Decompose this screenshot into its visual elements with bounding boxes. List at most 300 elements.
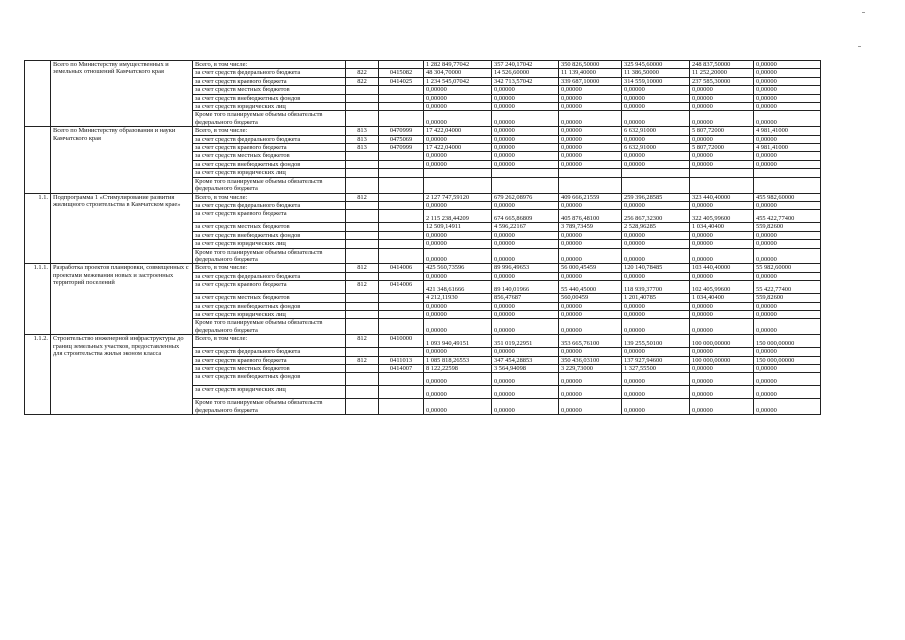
kcsr-code-cell: 0475069 [379, 135, 424, 143]
amount-cell: 0,00000 [559, 231, 622, 239]
amount-cell: 0,00000 [622, 231, 690, 239]
funding-source-cell: за счет средств краевого бюджета [193, 77, 346, 85]
funding-source-cell: Всего, в том числе: [193, 127, 346, 135]
grbs-code-cell [346, 302, 379, 310]
kcsr-code-cell: 0414006 [379, 264, 424, 272]
amount-cell: 0,00000 [424, 160, 492, 168]
amount-cell: 6 632,91000 [622, 127, 690, 135]
amount-cell: 103 440,40000 [690, 264, 754, 272]
amount-cell: 0,00000 [492, 160, 559, 168]
funding-source-cell: Всего, в том числе: [193, 264, 346, 272]
amount-cell: 0,00000 [690, 272, 754, 280]
kcsr-code-cell: 0414007 [379, 365, 424, 373]
amount-cell [690, 177, 754, 193]
amount-cell: 0,00000 [492, 319, 559, 335]
kcsr-code-cell [379, 310, 424, 318]
amount-cell: 0,00000 [754, 201, 821, 209]
funding-source-cell: за счет средств местных бюджетов [193, 86, 346, 94]
amount-cell: 259 396,28585 [622, 193, 690, 201]
amount-cell: 0,00000 [559, 272, 622, 280]
amount-cell: 0,00000 [622, 160, 690, 168]
funding-source-cell: за счет средств краевого бюджета [193, 144, 346, 152]
amount-cell: 6 632,91000 [622, 144, 690, 152]
kcsr-code-cell: 0415082 [379, 69, 424, 77]
funding-source-cell: за счет средств федерального бюджета [193, 135, 346, 143]
grbs-code-cell: 812 [346, 335, 379, 348]
item-name-cell: Всего по Министерству имущественных и земельных отношений Камчатского края [51, 61, 193, 127]
funding-source-cell: Кроме того планируемые объемы обязательств федерального бюджета [193, 177, 346, 193]
amount-cell: 0,00000 [690, 319, 754, 335]
funding-source-cell: Всего, в том числе: [193, 335, 346, 348]
amount-cell: 3 564,94098 [492, 365, 559, 373]
amount-cell: 674 665,86809 [492, 210, 559, 223]
amount-cell: 350 436,03100 [559, 356, 622, 364]
amount-cell: 0,00000 [754, 69, 821, 77]
amount-cell [622, 177, 690, 193]
grbs-code-cell [346, 386, 379, 399]
amount-cell: 339 687,10000 [559, 77, 622, 85]
amount-cell: 342 713,57042 [492, 77, 559, 85]
amount-cell: 0,00000 [424, 399, 492, 415]
grbs-code-cell: 813 [346, 127, 379, 135]
grbs-code-cell: 812 [346, 193, 379, 201]
amount-cell: 256 867,32300 [622, 210, 690, 223]
funding-source-cell: за счет средств местных бюджетов [193, 294, 346, 302]
amount-cell: 17 422,04000 [424, 144, 492, 152]
amount-cell: 0,00000 [492, 272, 559, 280]
amount-cell: 0,00000 [559, 152, 622, 160]
kcsr-code-cell: 0414006 [379, 281, 424, 294]
amount-cell: 102 405,99600 [690, 281, 754, 294]
amount-cell: 0,00000 [754, 319, 821, 335]
amount-cell: 421 348,61666 [424, 281, 492, 294]
amount-cell: 0,00000 [424, 231, 492, 239]
funding-source-cell: за счет средств федерального бюджета [193, 348, 346, 356]
grbs-code-cell [346, 210, 379, 223]
item-name-cell: Строительство инженерной инфраструктуры до границ земельных участков, предоставленных для строительства жилья эконом класса [51, 335, 193, 415]
funding-source-cell: Кроме того планируемые объемы обязательств федерального бюджета [193, 319, 346, 335]
amount-cell: 4 596,22167 [492, 223, 559, 231]
grbs-code-cell: 812 [346, 264, 379, 272]
grbs-code-cell [346, 160, 379, 168]
table-row [25, 193, 821, 201]
amount-cell: 0,00000 [559, 144, 622, 152]
amount-cell: 120 140,78485 [622, 264, 690, 272]
amount-cell: 0,00000 [424, 348, 492, 356]
amount-cell: 455 982,60000 [754, 193, 821, 201]
kcsr-code-cell [379, 193, 424, 201]
amount-cell: 0,00000 [622, 399, 690, 415]
amount-cell: 17 422,04000 [424, 127, 492, 135]
amount-cell: 559,82600 [754, 294, 821, 302]
amount-cell: 1 327,55500 [622, 365, 690, 373]
funding-source-cell: Всего, в том числе: [193, 61, 346, 69]
item-code-cell: 1.1.1. [25, 264, 51, 335]
amount-cell: 0,00000 [690, 373, 754, 386]
amount-cell: 0,00000 [622, 103, 690, 111]
amount-cell: 3 789,73459 [559, 223, 622, 231]
amount-cell: 0,00000 [492, 152, 559, 160]
kcsr-code-cell [379, 160, 424, 168]
amount-cell: 0,00000 [492, 248, 559, 264]
kcsr-code-cell: 0414025 [379, 77, 424, 85]
amount-cell: 323 440,40000 [690, 193, 754, 201]
amount-cell: 0,00000 [754, 111, 821, 127]
amount-cell: 0,00000 [622, 248, 690, 264]
amount-cell: 4 981,41000 [754, 144, 821, 152]
amount-cell: 100 000,00000 [690, 335, 754, 348]
amount-cell: 14 526,60000 [492, 69, 559, 77]
kcsr-code-cell [379, 223, 424, 231]
amount-cell: 0,00000 [622, 135, 690, 143]
amount-cell: 322 405,99600 [690, 210, 754, 223]
amount-cell [622, 169, 690, 177]
amount-cell: 1 093 940,49151 [424, 335, 492, 348]
amount-cell: 0,00000 [754, 61, 821, 69]
kcsr-code-cell: 0470999 [379, 144, 424, 152]
kcsr-code-cell [379, 103, 424, 111]
amount-cell: 0,00000 [424, 86, 492, 94]
amount-cell: 0,00000 [690, 240, 754, 248]
amount-cell: 1 234 545,07042 [424, 77, 492, 85]
kcsr-code-cell [379, 94, 424, 102]
amount-cell [754, 169, 821, 177]
grbs-code-cell: 813 [346, 135, 379, 143]
kcsr-code-cell [379, 201, 424, 209]
amount-cell: 0,00000 [424, 240, 492, 248]
amount-cell: 0,00000 [492, 135, 559, 143]
grbs-code-cell [346, 86, 379, 94]
amount-cell [492, 177, 559, 193]
kcsr-code-cell [379, 240, 424, 248]
funding-source-cell: за счет средств внебюджетных фондов [193, 373, 346, 386]
amount-cell: 0,00000 [559, 135, 622, 143]
grbs-code-cell [346, 94, 379, 102]
amount-cell: 0,00000 [622, 302, 690, 310]
amount-cell: 0,00000 [492, 144, 559, 152]
amount-cell: 89 996,49653 [492, 264, 559, 272]
grbs-code-cell [346, 223, 379, 231]
amount-cell: 0,00000 [559, 386, 622, 399]
amount-cell: 0,00000 [424, 373, 492, 386]
table-row [25, 335, 821, 348]
amount-cell: 0,00000 [559, 240, 622, 248]
grbs-code-cell [346, 177, 379, 193]
amount-cell: 0,00000 [492, 94, 559, 102]
amount-cell: 137 927,94600 [622, 356, 690, 364]
amount-cell: 150 000,00000 [754, 356, 821, 364]
amount-cell: 0,00000 [622, 348, 690, 356]
kcsr-code-cell [379, 302, 424, 310]
amount-cell: 347 454,28853 [492, 356, 559, 364]
kcsr-code-cell [379, 319, 424, 335]
amount-cell: 5 807,72000 [690, 144, 754, 152]
kcsr-code-cell [379, 386, 424, 399]
funding-source-cell: за счет средств краевого бюджета [193, 281, 346, 294]
item-name-cell: Подпрограмма 1 «Стимулирование развития жилищного строительства в Камчатском крае» [51, 193, 193, 264]
funding-source-cell: за счет средств краевого бюджета [193, 210, 346, 223]
amount-cell: 0,00000 [559, 201, 622, 209]
amount-cell: 0,00000 [622, 240, 690, 248]
amount-cell: 0,00000 [754, 386, 821, 399]
funding-source-cell: за счет средств юридических лиц [193, 386, 346, 399]
funding-source-cell: Всего, в том числе: [193, 193, 346, 201]
amount-cell: 0,00000 [492, 231, 559, 239]
funding-source-cell: за счет средств внебюджетных фондов [193, 231, 346, 239]
amount-cell: 0,00000 [690, 231, 754, 239]
item-name-cell: Разработка проектов планировки, совмещенных с проектами межевания новых и застроенных территорий поселений [51, 264, 193, 335]
amount-cell: 0,00000 [559, 319, 622, 335]
amount-cell: 0,00000 [559, 103, 622, 111]
amount-cell: 11 139,40000 [559, 69, 622, 77]
amount-cell: 12 509,14911 [424, 223, 492, 231]
amount-cell: 0,00000 [754, 160, 821, 168]
amount-cell: 0,00000 [754, 94, 821, 102]
grbs-code-cell [346, 319, 379, 335]
amount-cell: 0,00000 [622, 272, 690, 280]
amount-cell [492, 169, 559, 177]
grbs-code-cell [346, 240, 379, 248]
amount-cell: 0,00000 [424, 310, 492, 318]
kcsr-code-cell [379, 169, 424, 177]
amount-cell: 0,00000 [754, 302, 821, 310]
amount-cell: 55 422,77400 [754, 281, 821, 294]
amount-cell: 0,00000 [622, 319, 690, 335]
amount-cell: 48 304,70000 [424, 69, 492, 77]
amount-cell: 248 837,50000 [690, 61, 754, 69]
amount-cell: 0,00000 [690, 152, 754, 160]
amount-cell: 1 282 849,77042 [424, 61, 492, 69]
funding-source-cell: за счет средств местных бюджетов [193, 152, 346, 160]
funding-source-cell: за счет средств внебюджетных фондов [193, 302, 346, 310]
amount-cell: 0,00000 [492, 373, 559, 386]
amount-cell: 0,00000 [690, 399, 754, 415]
funding-source-cell: Кроме того планируемые объемы обязательств федерального бюджета [193, 399, 346, 415]
amount-cell: 5 807,72000 [690, 127, 754, 135]
amount-cell: 0,00000 [754, 365, 821, 373]
amount-cell: 0,00000 [754, 348, 821, 356]
budget-table [24, 60, 821, 415]
amount-cell: 0,00000 [559, 94, 622, 102]
grbs-code-cell [346, 103, 379, 111]
item-code-cell: 1.1.2. [25, 335, 51, 415]
amount-cell: 0,00000 [492, 310, 559, 318]
funding-source-cell: за счет средств юридических лиц [193, 240, 346, 248]
amount-cell: 3 229,73000 [559, 365, 622, 373]
amount-cell: 0,00000 [559, 373, 622, 386]
amount-cell: 11 386,50000 [622, 69, 690, 77]
grbs-code-cell [346, 201, 379, 209]
funding-source-cell: за счет средств внебюджетных фондов [193, 94, 346, 102]
amount-cell: 0,00000 [424, 248, 492, 264]
amount-cell: 405 876,48100 [559, 210, 622, 223]
amount-cell: 455 422,77400 [754, 210, 821, 223]
amount-cell [559, 169, 622, 177]
kcsr-code-cell: 0470999 [379, 127, 424, 135]
amount-cell: 0,00000 [754, 310, 821, 318]
kcsr-code-cell [379, 399, 424, 415]
grbs-code-cell [346, 310, 379, 318]
amount-cell: 1 085 818,26553 [424, 356, 492, 364]
amount-cell: 0,00000 [690, 365, 754, 373]
amount-cell: 0,00000 [754, 135, 821, 143]
amount-cell: 0,00000 [754, 240, 821, 248]
kcsr-code-cell [379, 61, 424, 69]
budget-table-body [25, 61, 821, 415]
funding-source-cell: за счет средств федерального бюджета [193, 272, 346, 280]
amount-cell: 0,00000 [492, 348, 559, 356]
amount-cell: 1 201,40785 [622, 294, 690, 302]
grbs-code-cell [346, 294, 379, 302]
funding-source-cell: за счет средств краевого бюджета [193, 356, 346, 364]
amount-cell: 0,00000 [690, 86, 754, 94]
amount-cell: 350 826,50000 [559, 61, 622, 69]
amount-cell: 353 665,76100 [559, 335, 622, 348]
amount-cell: 0,00000 [492, 111, 559, 127]
amount-cell: 0,00000 [559, 399, 622, 415]
amount-cell: 0,00000 [492, 103, 559, 111]
item-code-cell: 1.1. [25, 193, 51, 264]
amount-cell: 0,00000 [492, 386, 559, 399]
amount-cell: 0,00000 [690, 386, 754, 399]
amount-cell: 0,00000 [424, 94, 492, 102]
amount-cell [424, 169, 492, 177]
amount-cell: 0,00000 [754, 399, 821, 415]
scan-mark [862, 12, 865, 13]
amount-cell: 0,00000 [559, 111, 622, 127]
kcsr-code-cell [379, 248, 424, 264]
funding-source-cell: Кроме того планируемые объемы обязательств федерального бюджета [193, 248, 346, 264]
kcsr-code-cell [379, 231, 424, 239]
amount-cell: 0,00000 [424, 135, 492, 143]
amount-cell: 0,00000 [424, 319, 492, 335]
amount-cell: 0,00000 [424, 386, 492, 399]
grbs-code-cell [346, 61, 379, 69]
grbs-code-cell: 822 [346, 77, 379, 85]
kcsr-code-cell [379, 294, 424, 302]
amount-cell: 0,00000 [492, 399, 559, 415]
amount-cell: 0,00000 [424, 201, 492, 209]
funding-source-cell: за счет средств юридических лиц [193, 169, 346, 177]
kcsr-code-cell: 0411013 [379, 356, 424, 364]
grbs-code-cell [346, 365, 379, 373]
amount-cell: 89 140,01966 [492, 281, 559, 294]
funding-source-cell: за счет средств юридических лиц [193, 310, 346, 318]
amount-cell: 0,00000 [424, 111, 492, 127]
amount-cell: 100 000,00000 [690, 356, 754, 364]
amount-cell: 0,00000 [690, 160, 754, 168]
amount-cell: 118 939,37700 [622, 281, 690, 294]
amount-cell: 55 982,60000 [754, 264, 821, 272]
amount-cell: 0,00000 [622, 111, 690, 127]
amount-cell: 0,00000 [690, 94, 754, 102]
amount-cell: 351 019,22951 [492, 335, 559, 348]
amount-cell: 0,00000 [622, 152, 690, 160]
scan-mark [858, 46, 861, 47]
amount-cell: 0,00000 [492, 240, 559, 248]
grbs-code-cell [346, 169, 379, 177]
grbs-code-cell [346, 231, 379, 239]
amount-cell: 0,00000 [754, 373, 821, 386]
kcsr-code-cell [379, 272, 424, 280]
amount-cell: 0,00000 [492, 201, 559, 209]
amount-cell: 409 666,21559 [559, 193, 622, 201]
amount-cell: 0,00000 [754, 272, 821, 280]
amount-cell: 0,00000 [424, 272, 492, 280]
amount-cell: 0,00000 [690, 302, 754, 310]
amount-cell: 2 528,96285 [622, 223, 690, 231]
amount-cell: 8 122,22598 [424, 365, 492, 373]
amount-cell: 2 127 747,59120 [424, 193, 492, 201]
amount-cell: 0,00000 [559, 302, 622, 310]
item-code-cell [25, 127, 51, 193]
grbs-code-cell [346, 399, 379, 415]
grbs-code-cell [346, 348, 379, 356]
kcsr-code-cell [379, 152, 424, 160]
amount-cell: 0,00000 [690, 111, 754, 127]
amount-cell: 0,00000 [754, 77, 821, 85]
amount-cell: 0,00000 [754, 86, 821, 94]
amount-cell: 425 560,73596 [424, 264, 492, 272]
amount-cell: 0,00000 [559, 248, 622, 264]
amount-cell: 0,00000 [690, 103, 754, 111]
funding-source-cell: за счет средств юридических лиц [193, 103, 346, 111]
amount-cell: 0,00000 [622, 386, 690, 399]
kcsr-code-cell: 0410000 [379, 335, 424, 348]
kcsr-code-cell [379, 373, 424, 386]
amount-cell: 0,00000 [690, 135, 754, 143]
amount-cell: 1 034,40400 [690, 223, 754, 231]
amount-cell: 139 255,50100 [622, 335, 690, 348]
funding-source-cell: за счет средств федерального бюджета [193, 69, 346, 77]
amount-cell: 0,00000 [492, 127, 559, 135]
amount-cell: 0,00000 [559, 160, 622, 168]
amount-cell: 0,00000 [690, 310, 754, 318]
amount-cell: 0,00000 [424, 103, 492, 111]
amount-cell: 0,00000 [754, 231, 821, 239]
grbs-code-cell [346, 152, 379, 160]
amount-cell [754, 177, 821, 193]
amount-cell: 56 000,45459 [559, 264, 622, 272]
amount-cell: 0,00000 [622, 94, 690, 102]
amount-cell: 4 981,41000 [754, 127, 821, 135]
amount-cell [559, 177, 622, 193]
amount-cell: 856,47687 [492, 294, 559, 302]
amount-cell: 0,00000 [492, 302, 559, 310]
amount-cell: 237 585,30000 [690, 77, 754, 85]
grbs-code-cell [346, 248, 379, 264]
amount-cell: 0,00000 [690, 201, 754, 209]
amount-cell: 559,82600 [754, 223, 821, 231]
amount-cell [424, 177, 492, 193]
amount-cell: 4 212,11930 [424, 294, 492, 302]
amount-cell: 560,00459 [559, 294, 622, 302]
amount-cell: 0,00000 [622, 373, 690, 386]
amount-cell: 55 440,45000 [559, 281, 622, 294]
grbs-code-cell [346, 373, 379, 386]
funding-source-cell: за счет средств федерального бюджета [193, 201, 346, 209]
amount-cell: 0,00000 [559, 348, 622, 356]
amount-cell: 0,00000 [559, 86, 622, 94]
grbs-code-cell: 812 [346, 356, 379, 364]
item-name-cell: Всего по Министерству образования и науки Камчатского края [51, 127, 193, 193]
funding-source-cell: за счет средств местных бюджетов [193, 223, 346, 231]
amount-cell [690, 169, 754, 177]
funding-source-cell: Кроме того планируемые объемы обязательств федерального бюджета [193, 111, 346, 127]
kcsr-code-cell [379, 177, 424, 193]
amount-cell: 0,00000 [559, 310, 622, 318]
amount-cell: 0,00000 [690, 248, 754, 264]
